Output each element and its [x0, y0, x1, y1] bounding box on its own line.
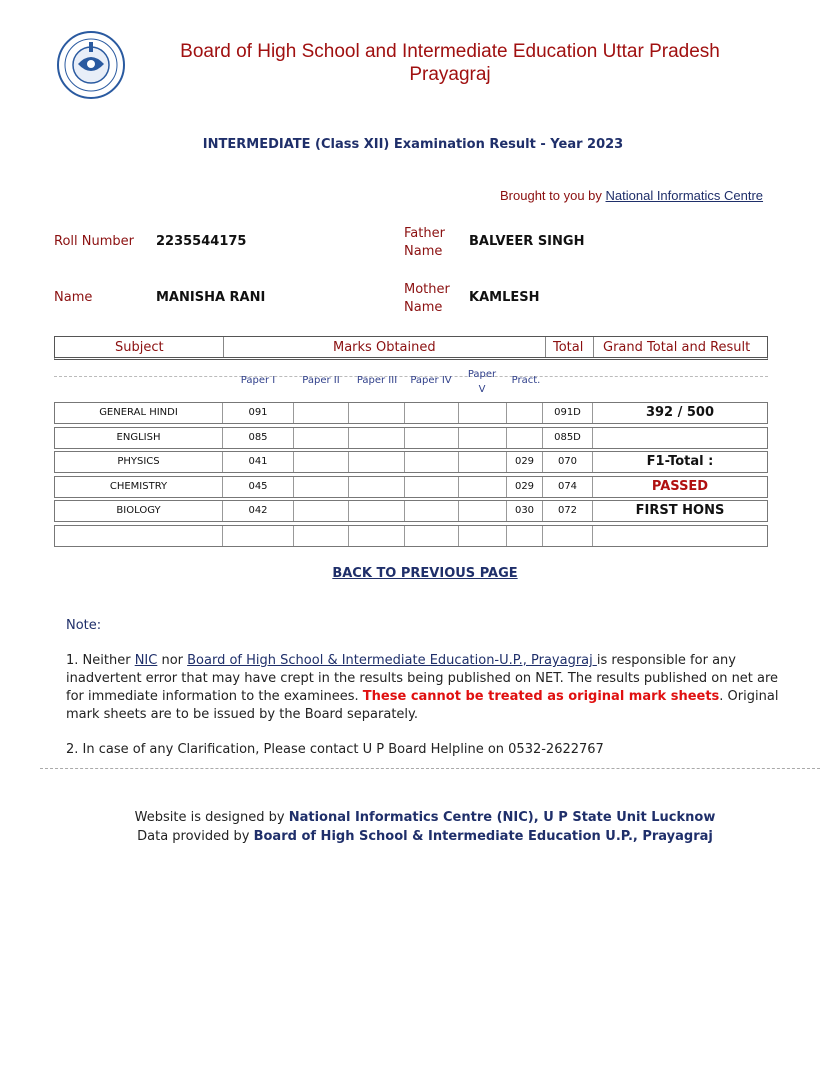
cell-pract: 029 — [507, 477, 543, 497]
cell-p1: 091 — [223, 403, 294, 423]
header-grand-total: Grand Total and Result — [603, 340, 751, 355]
cell-p2 — [294, 477, 349, 497]
subheader-paper-5-line1: Paper — [467, 369, 497, 380]
table-row-empty — [54, 525, 768, 547]
table-row — [54, 402, 768, 424]
cell-p3 — [349, 403, 405, 423]
note-2: 2. In case of any Clarification, Please contact U P Board Helpline on 0532-2622767 — [66, 742, 604, 757]
note-1-text-c: is responsible for any inadvertent error that may have crept in the results being published on NET. The results published on net are for immediate information to the examinees. — [66, 653, 779, 704]
cell-p5 — [459, 428, 507, 448]
mother-name-label — [404, 281, 450, 317]
footer-line1 — [0, 810, 840, 825]
exam-title: INTERMEDIATE (Class XII) Examination Result - Year 2023 — [202, 137, 624, 152]
cell-subject: BIOLOGY — [55, 501, 223, 521]
cell-p5 — [459, 501, 507, 521]
table-row — [54, 500, 768, 522]
cell-p1: 045 — [223, 477, 294, 497]
subheader-paper-4: Paper IV — [410, 375, 452, 386]
footer-nic-name: National Informatics Centre (NIC), U P State Unit Lucknow — [288, 810, 716, 825]
footer-board-name: Board of High School & Intermediate Education U.P., Prayagraj — [253, 829, 713, 844]
table-row — [54, 476, 768, 498]
name-value: MANISHA RANI — [156, 290, 266, 305]
father-name-label — [404, 225, 445, 261]
note-heading: Note: — [66, 618, 102, 633]
cell-p4 — [405, 477, 459, 497]
cell-p3 — [349, 477, 405, 497]
cell-grand-total: 392 / 500 — [645, 405, 715, 420]
cell-p3 — [349, 428, 405, 448]
back-to-previous-page-link[interactable]: BACK TO PREVIOUS PAGE — [332, 566, 518, 581]
cell-p5 — [459, 477, 507, 497]
board-logo — [56, 30, 126, 100]
subheader-paper-2: Paper II — [302, 375, 340, 386]
cell-total: 091D — [543, 403, 593, 423]
roll-number-label: Roll Number — [54, 234, 134, 249]
cell-p1: 085 — [223, 428, 294, 448]
note-1-text-a: 1. Neither — [66, 653, 135, 668]
father-label-line2: Name — [404, 244, 443, 259]
cell-subject: CHEMISTRY — [55, 477, 223, 497]
mother-label-line2: Name — [404, 300, 443, 315]
cell-grand-total: PASSED — [651, 479, 709, 494]
cell-total: 070 — [543, 452, 593, 472]
cell-grand-total — [593, 428, 767, 448]
table-row — [54, 427, 768, 449]
footer-line2-prefix: Data provided by — [137, 829, 254, 844]
cell-p4 — [405, 428, 459, 448]
cell-pract: 029 — [507, 452, 543, 472]
note-1-nic-link[interactable]: NIC — [134, 653, 158, 668]
brought-to-you — [500, 188, 763, 203]
footer-line1-prefix: Website is designed by — [134, 810, 289, 825]
cell-total: 072 — [543, 501, 593, 521]
footer-line2 — [0, 829, 840, 844]
cell-p4 — [405, 403, 459, 423]
subheader-paper-3: Paper III — [356, 375, 398, 386]
marks-table-header — [54, 336, 768, 360]
subheader-practical: Pract. — [511, 375, 541, 386]
father-label-line1: Father — [404, 226, 445, 241]
cell-p5 — [459, 403, 507, 423]
board-title-line2: Prayagraj — [409, 64, 491, 85]
board-title — [130, 40, 770, 86]
nic-link[interactable]: National Informatics Centre — [605, 188, 764, 203]
cell-pract — [507, 428, 543, 448]
cell-total: 085D — [543, 428, 593, 448]
header-marks-obtained: Marks Obtained — [333, 340, 436, 355]
cell-p2 — [294, 501, 349, 521]
cell-p3 — [349, 501, 405, 521]
table-row — [54, 451, 768, 473]
cell-pract: 030 — [507, 501, 543, 521]
note-1-text-d: . Original mark sheets are to be issued by the Board separately. — [66, 689, 779, 722]
cell-p2 — [294, 428, 349, 448]
brought-prefix: Brought to you by — [500, 188, 606, 203]
subheader-paper-5-line2: V — [478, 384, 486, 395]
note-1 — [66, 652, 784, 724]
cell-p4 — [405, 452, 459, 472]
mother-label-line1: Mother — [404, 282, 450, 297]
cell-p3 — [349, 452, 405, 472]
cell-p5 — [459, 452, 507, 472]
cell-p2 — [294, 403, 349, 423]
mother-name-value: KAMLESH — [469, 290, 540, 305]
subheader-paper-5 — [459, 367, 505, 397]
cell-pract — [507, 403, 543, 423]
cell-grand-total: F1-Total : — [646, 454, 714, 469]
cell-p2 — [294, 452, 349, 472]
cell-p1: 042 — [223, 501, 294, 521]
header-total: Total — [553, 340, 584, 355]
cell-grand-total: FIRST HONS — [635, 503, 725, 518]
cell-subject: PHYSICS — [55, 452, 223, 472]
board-title-line1: Board of High School and Intermediate Education Uttar Pradesh — [180, 41, 720, 62]
header-subject: Subject — [115, 340, 164, 355]
cell-subject: ENGLISH — [55, 428, 223, 448]
note-1-text-b: nor — [157, 653, 188, 668]
roll-number-value: 2235544175 — [156, 234, 247, 249]
subheader-paper-1: Paper I — [240, 375, 276, 386]
note-1-board-link[interactable]: Board of High School & Intermediate Education-U.P., Prayagraj — [187, 653, 597, 668]
father-name-value: BALVEER SINGH — [469, 234, 585, 249]
cell-subject: GENERAL HINDI — [55, 403, 223, 423]
cell-total: 074 — [543, 477, 593, 497]
note-1-warning: These cannot be treated as original mark sheets — [362, 689, 720, 704]
cell-p1: 041 — [223, 452, 294, 472]
cell-p4 — [405, 501, 459, 521]
name-label: Name — [54, 290, 93, 305]
